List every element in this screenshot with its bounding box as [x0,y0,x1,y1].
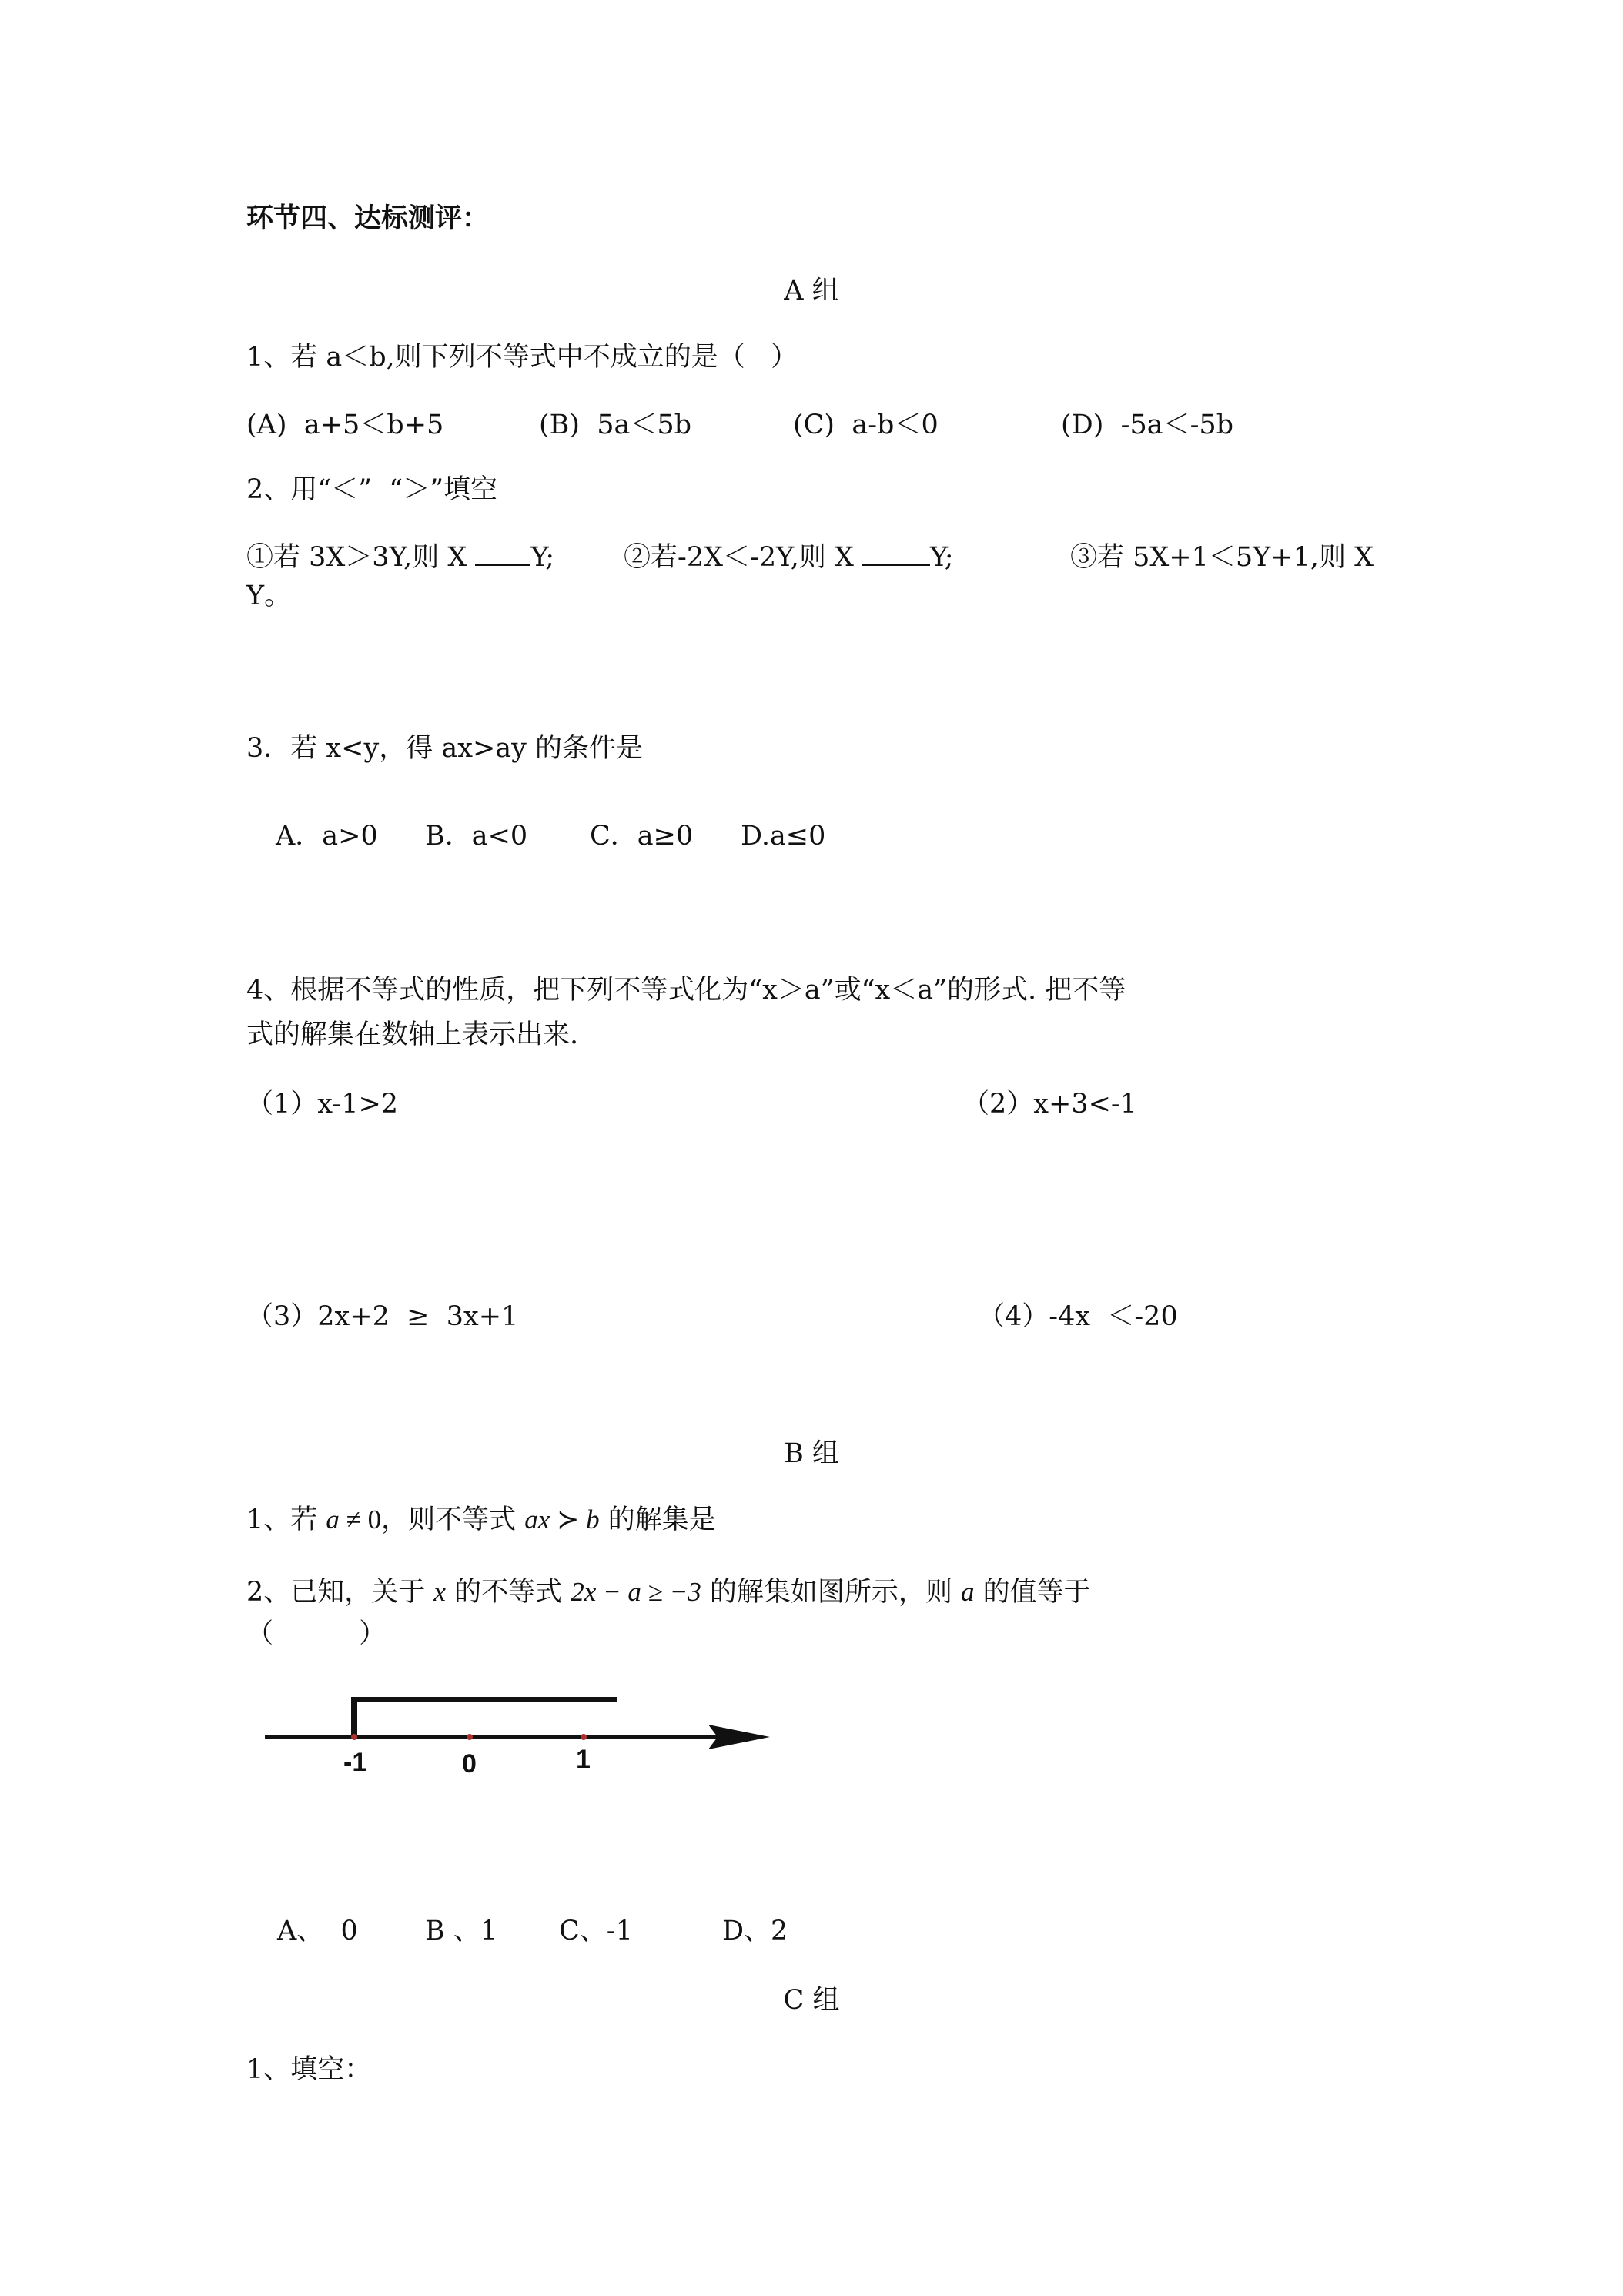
group-b-heading: B 组 [784,1438,839,1469]
b-q2-option-d: D、2 [722,1916,788,1946]
a-q1-option-b: (B) 5a＜5b [539,410,692,440]
group-a-heading: A 组 [784,276,839,306]
group-c-heading: C 组 [783,1985,840,2016]
number-line-arrow [708,1725,770,1749]
b-q1-mid: ，则不等式 [381,1504,525,1535]
a-q3-option-d: D.a≤0 [741,821,826,852]
b-q1-ineq-lhs: ax [524,1504,550,1535]
a-q2-item-2-pre: ②若-2X＜-2Y,则 X [624,542,862,573]
b-q2-mid: 的不等式 [445,1577,571,1608]
tick-label: 1 [576,1745,591,1774]
b-q2-option-b: B 、1 [425,1916,498,1946]
a-q2-item-2-post: Y; [930,542,954,573]
a-q4-item-3: （3）2x+2 ≥ 3x+1 [246,1301,519,1332]
b-q1-post: 的解集是 [599,1504,716,1535]
a-q2-item-1 [246,541,554,574]
b-q1-cond-op: ≠ 0 [339,1504,382,1535]
b-q2-option-a: A、 0 [277,1916,358,1946]
a-q2-item-3-line-1: ③若 5X+1＜5Y+1,则 X [1070,542,1374,573]
a-q2-item-2 [624,541,954,574]
a-q1-option-a: (A) a+5＜b+5 [246,410,444,440]
b-q2 [246,1575,1091,1609]
b-q1 [246,1503,962,1537]
a-q4-item-2: （2）x+3<-1 [962,1089,1138,1120]
answer-blank[interactable] [716,1504,962,1528]
c-q1: 1、填空： [246,2054,372,2085]
a-q2-stem: 2、用“＜” “＞”填空 [246,474,498,505]
a-q4-item-1: （1）x-1>2 [246,1089,399,1120]
a-q3-option-c: C．a≥0 [590,821,694,852]
a-q4-item-4: （4）-4x ＜-20 [978,1301,1178,1332]
a-q3-option-a: A．a>0 [276,821,378,852]
solution-ray [351,1697,617,1702]
a-q1-option-c: (C) a-b＜0 [793,410,939,440]
solution-endpoint-bar [351,1699,357,1737]
a-q2-item-3-line-2: Y。 [246,581,292,611]
b-q2-post-2: 的值等于 [974,1577,1091,1608]
a-q2-item-1-post: Y; [530,542,555,573]
b-q1-ineq-rhs: b [586,1504,600,1535]
b-q2-post-1: 的解集如图所示，则 [701,1577,961,1608]
b-q2-pre: 2、已知，关于 [246,1577,434,1608]
a-q2-item-1-pre: ①若 3X＞3Y,则 X [246,542,476,573]
b-q1-pre: 1、若 [246,1504,326,1535]
b-q2-inequality: 2x − a ≥ −3 [571,1577,701,1607]
tick-label: -1 [343,1748,367,1777]
answer-blank[interactable] [862,541,930,566]
b-q2-option-c: C、-1 [559,1916,633,1946]
tick-dot [581,1734,587,1740]
tick-dot [467,1734,473,1740]
answer-blank[interactable] [475,541,530,566]
a-q3-option-b: B．a<0 [425,821,528,852]
a-q1-stem: 1、若 a＜b,则下列不等式中不成立的是（ ） [246,342,798,373]
b-q2-answer-paren: （ ） [246,1618,387,1649]
b-q2-var-x: x [433,1577,446,1607]
a-q4-stem-line-2: 式的解集在数轴上表示出来. [246,1019,579,1050]
a-q3-stem: 3．若 x<y，得 ax>ay 的条件是 [246,733,644,764]
tick-label: 0 [462,1749,477,1779]
b-q2-var-a: a [960,1577,975,1607]
a-q1-option-d: (D) -5a＜-5b [1061,410,1234,440]
tick-dot [351,1734,357,1740]
a-q4-stem-line-1: 4、根据不等式的性质，把下列不等式化为“x＞a”或“x＜a”的形式. 把不等 [246,975,1126,1006]
b-q1-ineq-op: ≻ [550,1504,587,1535]
b-q1-var-a: a [326,1504,340,1535]
section-title: 环节四、达标测评： [246,202,490,234]
number-line-figure [262,1686,1032,1779]
